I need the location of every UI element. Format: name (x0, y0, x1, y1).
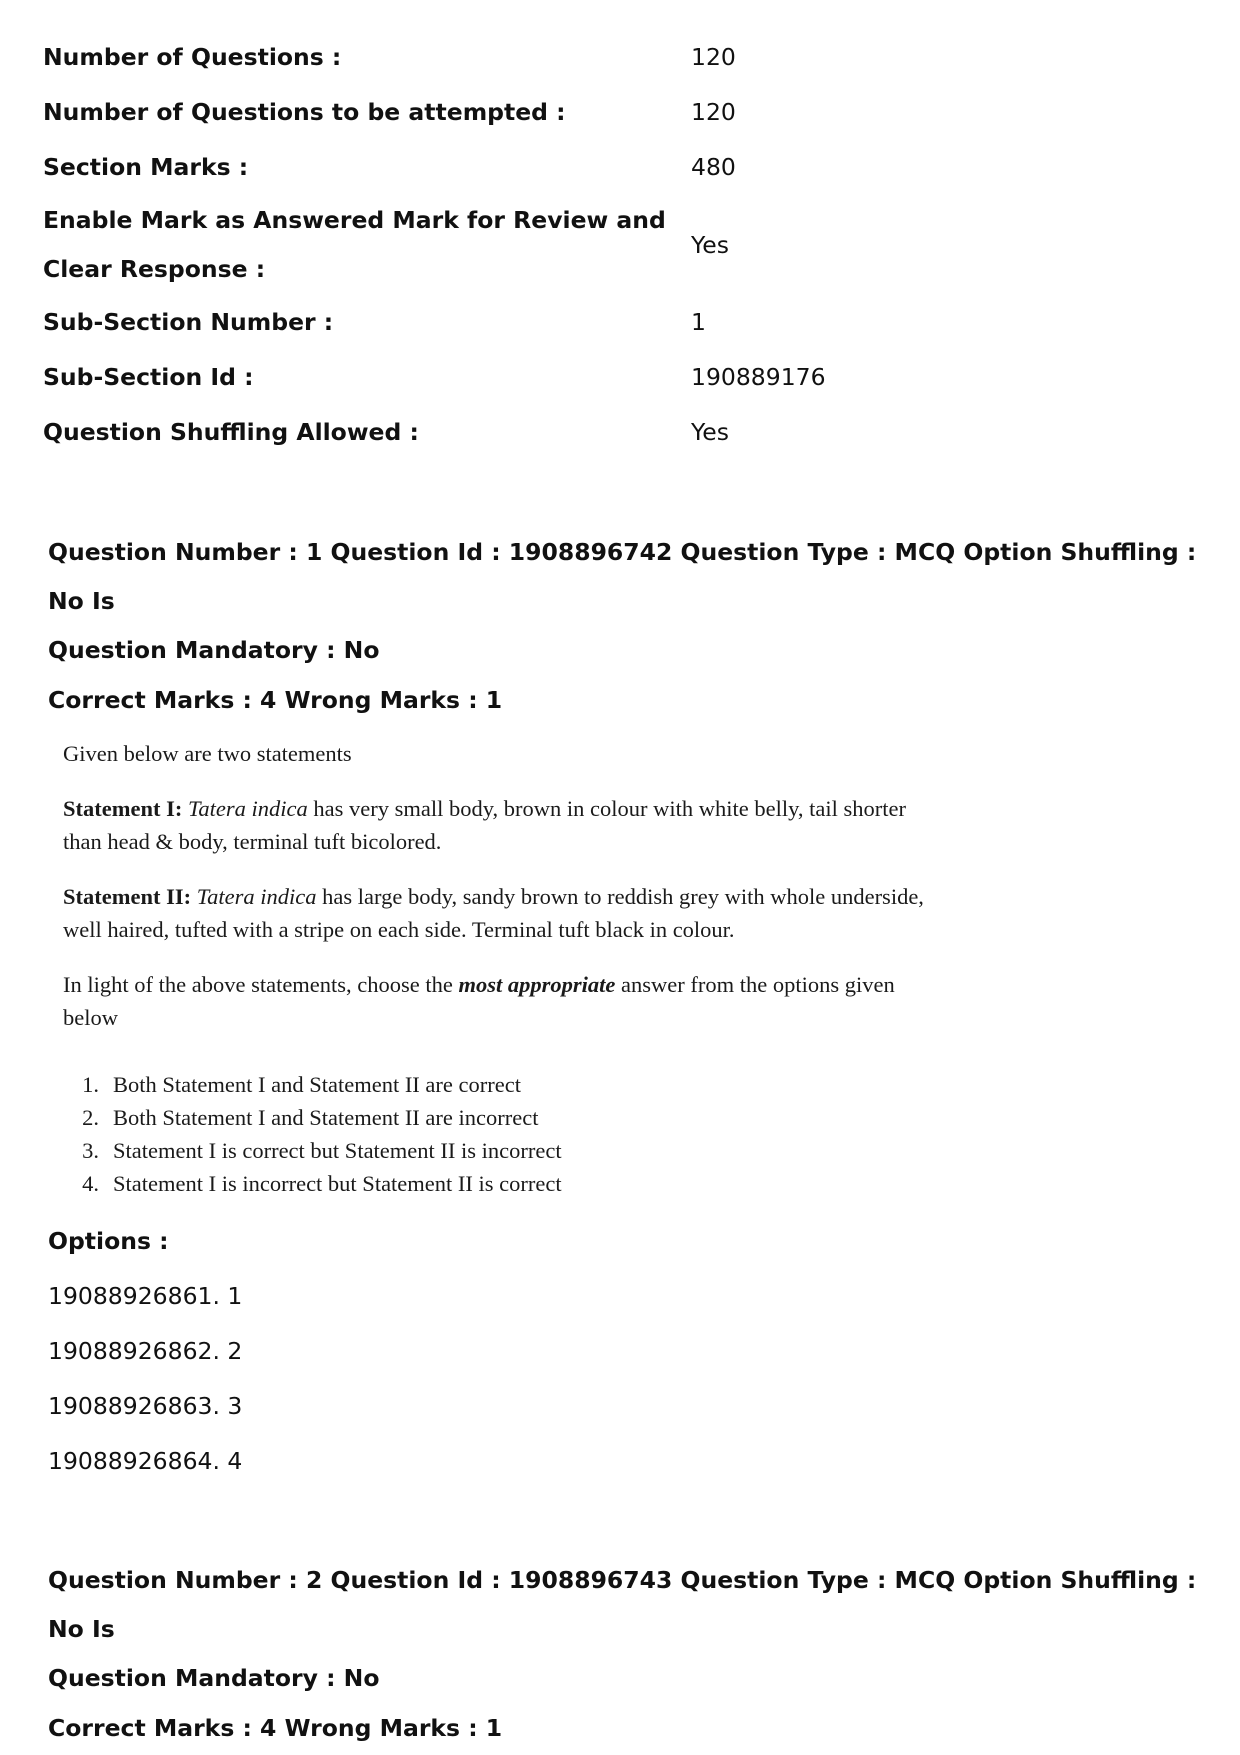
statement-2-label: Statement II: (63, 884, 192, 909)
info-row-sub-section-number (43, 295, 1043, 350)
option-line: 19088926861. 1 (48, 1282, 243, 1310)
choice-number: 2. (82, 1105, 99, 1130)
info-label: Number of Questions : (43, 43, 342, 71)
choice-number: 4. (82, 1171, 99, 1196)
info-value: 120 (691, 43, 736, 71)
prompt-emphasis: most appropriate (458, 972, 616, 997)
question-content (63, 737, 943, 1200)
choice-text: Statement I is incorrect but Statement II is correct (113, 1171, 562, 1196)
question-header-line2: Question Mandatory : No (48, 636, 380, 664)
choice-text: Both Statement I and Statement II are incorrect (113, 1105, 539, 1130)
option-line: 19088926863. 3 (48, 1392, 243, 1420)
section-info-table (43, 30, 1043, 460)
question-prompt (63, 968, 943, 1034)
info-label: Sub-Section Id : (43, 363, 254, 391)
question-header-line1: Question Number : 1 Question Id : 1908896742 Question Type : MCQ Option Shuffling : No Is (48, 538, 1197, 615)
info-row-sub-section-id (43, 350, 1043, 405)
statement-1-species: Tatera indica (187, 796, 308, 821)
list-item (63, 1134, 943, 1167)
info-value: 120 (691, 98, 736, 126)
info-row-number-of-questions (43, 30, 1043, 85)
list-item (63, 1167, 943, 1200)
statement-1 (63, 792, 943, 858)
choice-text: Both Statement I and Statement II are correct (113, 1072, 521, 1097)
info-value: Yes (691, 230, 729, 259)
statement-2-text: has large body, sandy brown to reddish grey with whole underside, well haired, tufted with a stripe on each side. Terminal tuft black in colour. (63, 884, 924, 942)
info-value: Yes (691, 418, 729, 446)
info-label: Number of Questions to be attempted : (43, 98, 566, 126)
choice-number: 3. (82, 1138, 99, 1163)
info-row-section-marks (43, 140, 1043, 195)
question-marks: Correct Marks : 4 Wrong Marks : 1 (48, 1714, 503, 1742)
info-value: 1 (691, 308, 706, 336)
info-label-line1: Enable Mark as Answered Mark for Review and (43, 206, 666, 234)
info-label: Question Shuffling Allowed : (43, 418, 419, 446)
info-row-question-shuffling (43, 405, 1043, 460)
option-line: 19088926862. 2 (48, 1337, 243, 1365)
question-block-1 (48, 528, 1198, 1476)
question-marks: Correct Marks : 4 Wrong Marks : 1 (48, 686, 503, 714)
question-intro: Given below are two statements (63, 741, 352, 766)
statement-1-text: has very small body, brown in colour with white belly, tail shorter than head & body, terminal tuft bicolored. (63, 796, 907, 854)
info-value: 190889176 (691, 363, 826, 391)
statement-1-label: Statement I: (63, 796, 183, 821)
info-label-line2: Clear Response : (43, 255, 266, 283)
question-block-2 (48, 1556, 1198, 1743)
list-item (63, 1101, 943, 1134)
question-header-line1: Question Number : 2 Question Id : 1908896743 Question Type : MCQ Option Shuffling : No Is (48, 1566, 1197, 1643)
question-header-line2: Question Mandatory : No (48, 1664, 380, 1692)
statement-2 (63, 880, 943, 946)
prompt-before: In light of the above statements, choose the (63, 972, 459, 997)
info-label: Section Marks : (43, 153, 249, 181)
info-label: Sub-Section Number : (43, 308, 334, 336)
info-row-questions-to-attempt (43, 85, 1043, 140)
choice-text: Statement I is correct but Statement II is incorrect (113, 1138, 562, 1163)
prompt-after: answer from the options given below (63, 972, 895, 1030)
option-line: 19088926864. 4 (48, 1447, 243, 1475)
choice-number: 1. (82, 1072, 99, 1097)
info-label (43, 196, 691, 294)
answer-choices-list (63, 1068, 943, 1200)
info-row-enable-mark (43, 195, 1043, 295)
statement-2-species: Tatera indica (196, 884, 317, 909)
options-heading: Options : (48, 1227, 169, 1255)
list-item (63, 1068, 943, 1101)
info-value: 480 (691, 153, 736, 181)
